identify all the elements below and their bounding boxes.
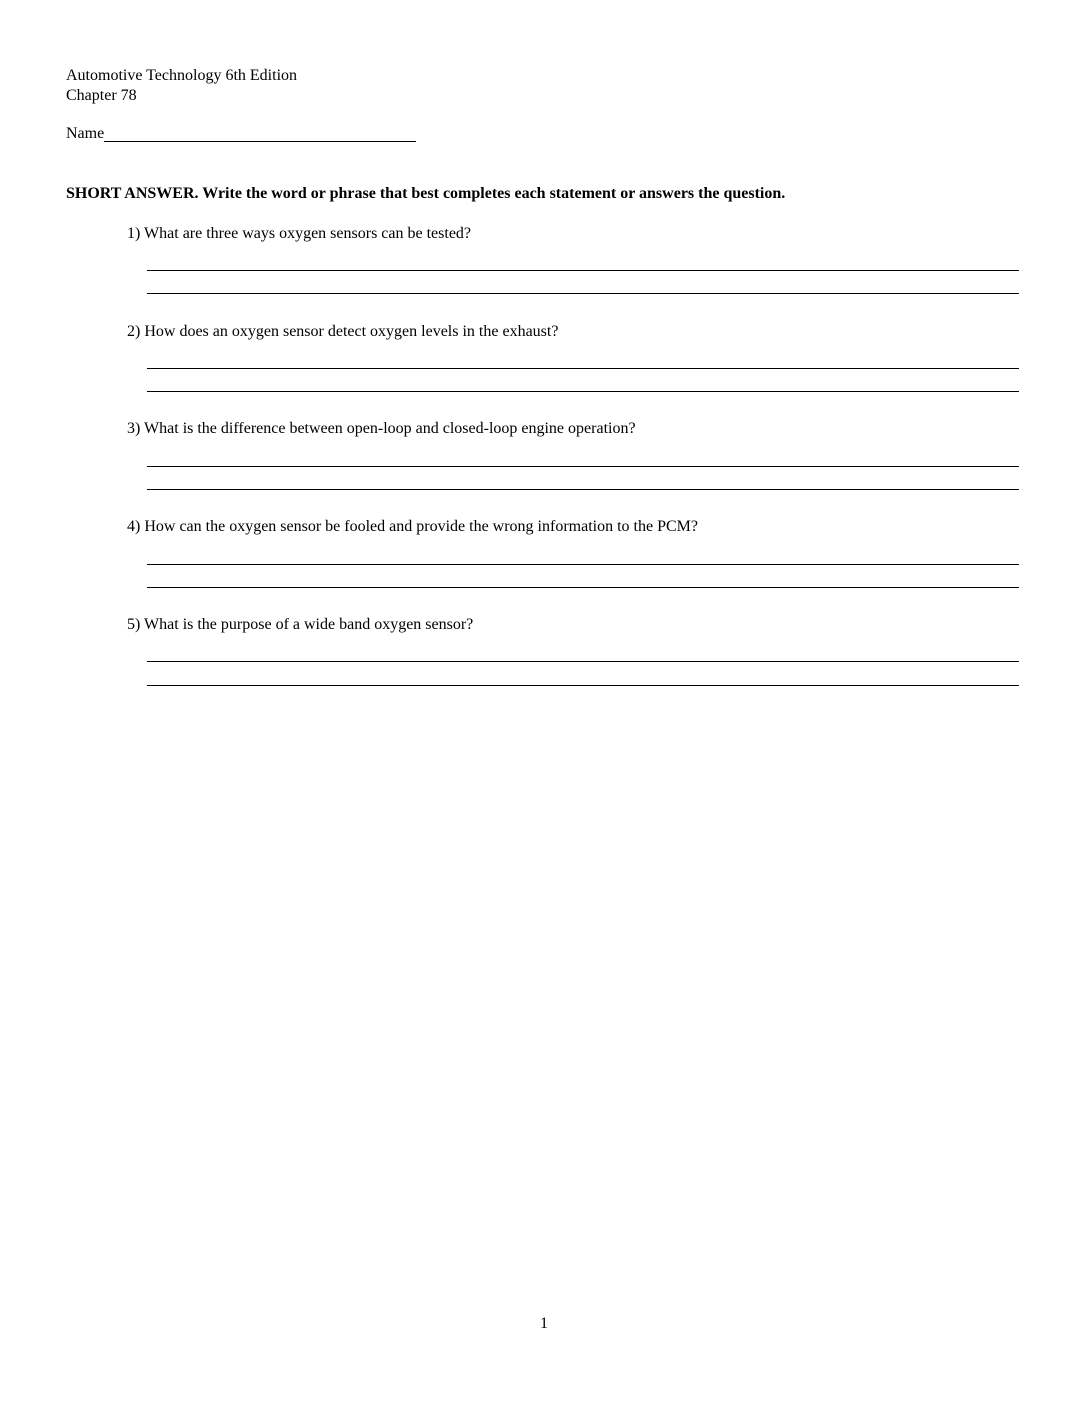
answer-line[interactable]: [147, 564, 1019, 565]
answer-line[interactable]: [147, 270, 1019, 271]
answer-line[interactable]: [147, 661, 1019, 662]
question-5: 5) What is the purpose of a wide band oxygen sensor?: [127, 616, 474, 633]
chapter-label: Chapter 78: [66, 87, 137, 104]
question-2: 2) How does an oxygen sensor detect oxygen levels in the exhaust?: [127, 323, 559, 340]
name-label: Name: [66, 125, 105, 142]
instructions: SHORT ANSWER. Write the word or phrase that best completes each statement or answers the question.: [66, 185, 786, 202]
answer-line[interactable]: [147, 293, 1019, 294]
answer-line[interactable]: [147, 466, 1019, 467]
question-1: 1) What are three ways oxygen sensors can be tested?: [127, 225, 472, 242]
book-title: Automotive Technology 6th Edition: [66, 67, 298, 84]
answer-line[interactable]: [147, 685, 1019, 686]
answer-line[interactable]: [147, 368, 1019, 369]
answer-line[interactable]: [147, 587, 1019, 588]
page-number: 1: [540, 1315, 548, 1332]
answer-line[interactable]: [147, 391, 1019, 392]
name-field[interactable]: [66, 124, 416, 144]
question-4: 4) How can the oxygen sensor be fooled and provide the wrong information to the PCM?: [127, 518, 698, 535]
name-blank-line[interactable]: [104, 141, 416, 142]
question-3: 3) What is the difference between open-loop and closed-loop engine operation?: [127, 420, 636, 437]
answer-line[interactable]: [147, 489, 1019, 490]
